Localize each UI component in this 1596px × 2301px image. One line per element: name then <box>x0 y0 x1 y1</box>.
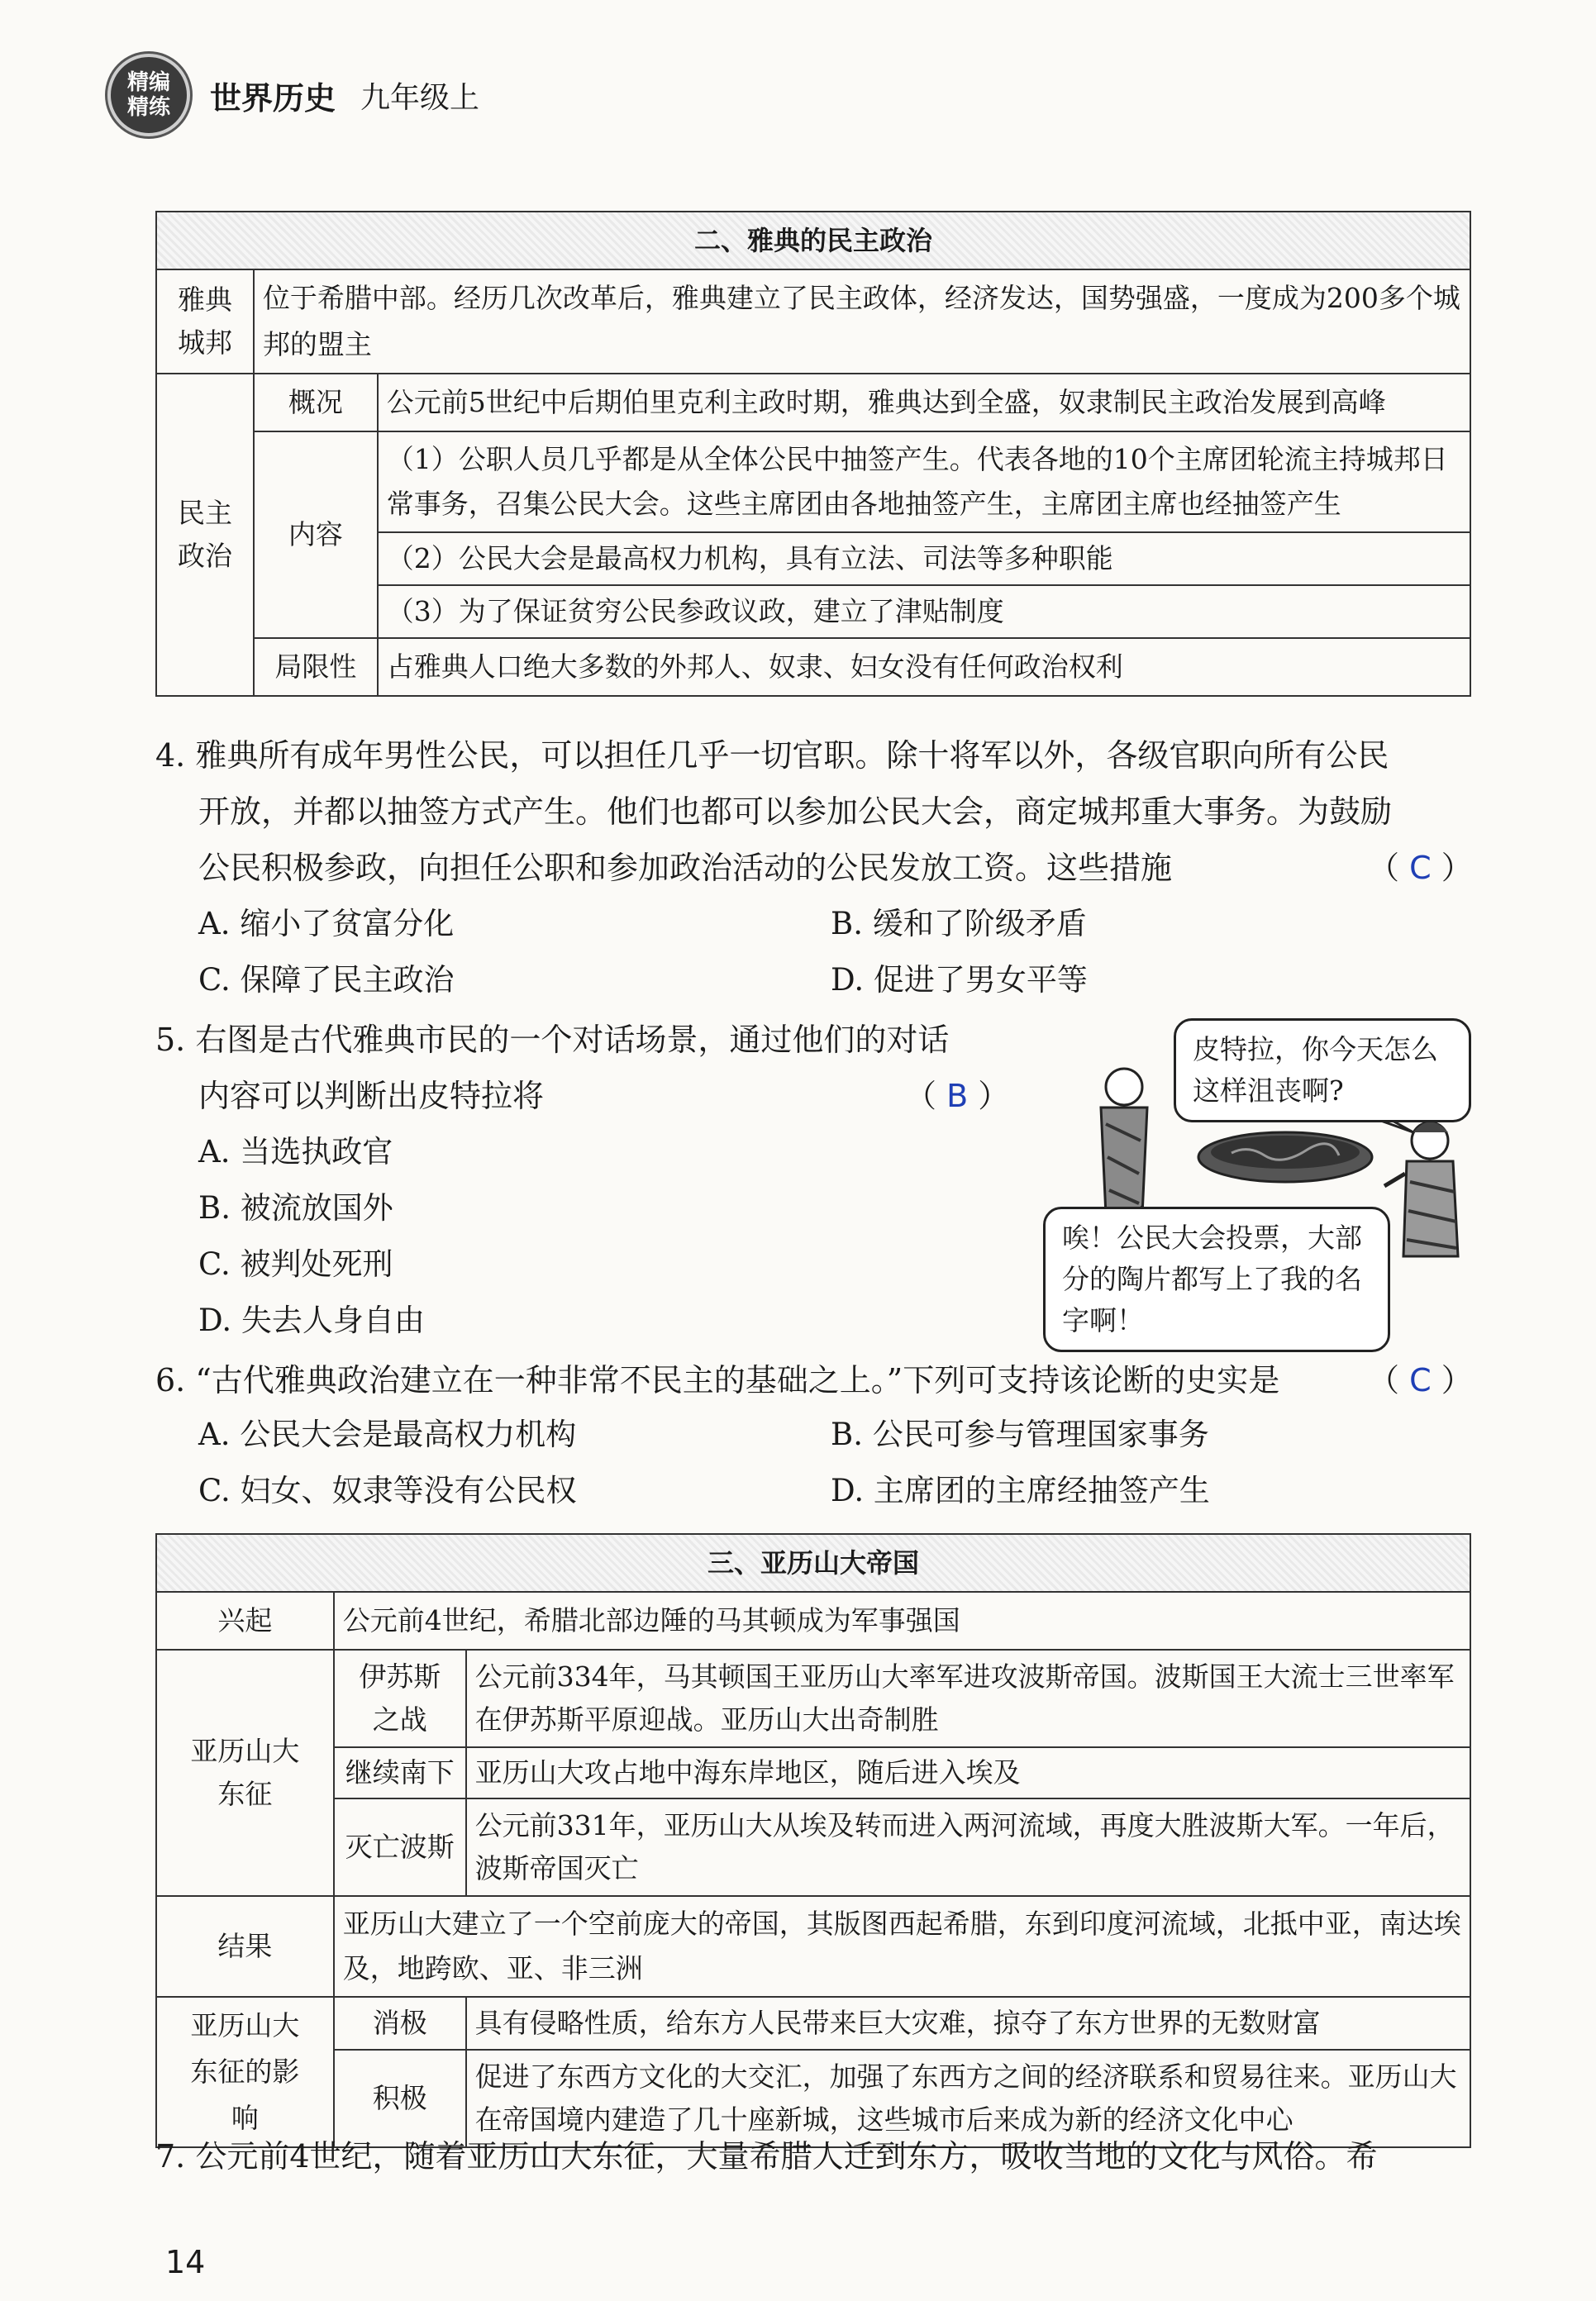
issus-text: 公元前334年，马其顿国王亚历山大率军进攻波斯帝国。波斯国王大流士三世率军在伊苏斯平原迎战。亚历山大出奇制胜 <box>466 1650 1470 1747</box>
page-header <box>107 50 479 141</box>
q5-option-a: A. 当选执政官 <box>198 1134 393 1170</box>
content-label: 内容 <box>254 431 378 638</box>
positive-label: 积极 <box>334 2050 466 2147</box>
city-text: 位于希腊中部。经历几次改革后，雅典建立了民主政体，经济发达，国势强盛，一度成为200多个城邦的盟主 <box>254 269 1470 374</box>
q6-option-b: B. 公民可参与管理国家事务 <box>831 1417 1209 1452</box>
limit-text: 占雅典人口绝大多数的外邦人、奴隶、妇女没有任何政治权利 <box>378 638 1470 696</box>
q4-line-1: 4. 雅典所有成年男性公民，可以担任几乎一切官职。除十将军以外，各级官职向所有公民 <box>155 737 1389 774</box>
table-caption: 三、亚历山大帝国 <box>156 1534 1470 1592</box>
q4-answer-bracket: （ C ） <box>1368 850 1473 886</box>
q6-answer: C <box>1409 1362 1432 1398</box>
q4-line-3: 公民积极参政，向担任公职和参加政治活动的公民发放工资。这些措施 <box>198 850 1173 886</box>
grade-label: 九年级上 <box>360 80 480 115</box>
south-text: 亚历山大攻占地中海东岸地区，随后进入埃及 <box>466 1747 1470 1798</box>
result-label: 结果 <box>156 1896 334 1997</box>
q6-option-c: C. 妇女、奴隶等没有公民权 <box>198 1473 577 1508</box>
pottery-dish-icon <box>1198 1132 1372 1182</box>
q5-option-b: B. 被流放国外 <box>198 1190 393 1226</box>
q6-option-a: A. 公民大会是最高权力机构 <box>198 1417 577 1452</box>
q4-option-c: C. 保障了民主政治 <box>198 962 455 998</box>
q4-option-b: B. 缓和了阶级矛盾 <box>831 906 1087 941</box>
overview-text: 公元前5世纪中后期伯里克利主政时期，雅典达到全盛，奴隶制民主政治发展到高峰 <box>378 374 1470 431</box>
content-item-3: （3）为了保证贫穷公民参政议政，建立了津贴制度 <box>378 585 1470 638</box>
negative-label: 消极 <box>334 1997 466 2050</box>
q6-option-d: D. 主席团的主席经抽签产生 <box>831 1473 1210 1508</box>
subject-title: 世界历史 <box>210 79 336 117</box>
overview-label: 概况 <box>254 374 378 431</box>
rise-text: 公元前4世纪，希腊北部边陲的马其顿成为军事强国 <box>334 1592 1470 1650</box>
alexander-empire-table <box>155 1533 1471 2148</box>
logo-line-2: 精练 <box>126 95 170 120</box>
q5-answer-bracket: （ B ） <box>905 1078 1010 1114</box>
q5-option-d: D. 失去人身自由 <box>198 1303 425 1338</box>
q5-answer: B <box>946 1078 969 1114</box>
result-text: 亚历山大建立了一个空前庞大的帝国，其版图西起希腊，东到印度河流域，北抵中亚，南达埃及，地跨欧、亚、非三洲 <box>334 1896 1470 1997</box>
q5-option-c: C. 被判处死刑 <box>198 1246 393 1282</box>
negative-text: 具有侵略性质，给东方人民带来巨大灾难，掠夺了东方世界的无数财富 <box>466 1997 1470 2050</box>
q5-line-1: 5. 右图是古代雅典市民的一个对话场景，通过他们的对话 <box>155 1022 950 1058</box>
persia-label: 灭亡波斯 <box>334 1798 466 1896</box>
city-label: 雅典城邦 <box>156 269 254 374</box>
east-campaign-label: 亚历山大东征 <box>156 1650 334 1896</box>
athens-democracy-table <box>155 211 1471 697</box>
q4-option-a: A. 缩小了贫富分化 <box>198 906 455 941</box>
q6-answer-bracket: （ C ） <box>1368 1362 1473 1398</box>
q6-line-1: 6. “古代雅典政治建立在一种非常不民主的基础之上。”下列可支持该论断的史实是 <box>155 1362 1280 1398</box>
politics-label: 民主政治 <box>156 374 254 696</box>
impact-label: 亚历山大东征的影响 <box>156 1997 334 2147</box>
q4-answer: C <box>1409 850 1432 886</box>
q7-line-1: 7. 公元前4世纪，随着亚历山大东征，大量希腊人迁到东方，吸收当地的文化与风俗。希 <box>155 2138 1378 2175</box>
persia-text: 公元前331年，亚历山大从埃及转而进入两河流域，再度大胜波斯大军。一年后，波斯帝国灭亡 <box>466 1798 1470 1896</box>
logo-line-1: 精编 <box>126 70 170 95</box>
speech-bubble-top: 皮特拉，你今天怎么这样沮丧啊? <box>1174 1018 1471 1122</box>
right-figure-icon <box>1384 1122 1458 1257</box>
south-label: 继续南下 <box>334 1747 466 1798</box>
series-logo <box>107 54 190 136</box>
limit-label: 局限性 <box>254 638 378 696</box>
issus-label: 伊苏斯之战 <box>334 1650 466 1747</box>
table-caption: 二、雅典的民主政治 <box>156 212 1470 269</box>
positive-text: 促进了东西方文化的大交汇，加强了东西方之间的经济联系和贸易往来。亚历山大在帝国境内建造了几十座新城，这些城市后来成为新的经济文化中心 <box>466 2050 1470 2147</box>
q5-line-2: 内容可以判断出皮特拉将 <box>198 1078 545 1114</box>
speech-bubble-bottom: 唉！公民大会投票，大部分的陶片都写上了我的名字啊！ <box>1043 1207 1390 1352</box>
content-item-2: （2）公民大会是最高权力机构，具有立法、司法等多种职能 <box>378 532 1470 585</box>
content-item-1: （1）公职人员几乎都是从全体公民中抽签产生。代表各地的10个主席团轮流主持城邦日常事务，召集公民大会。这些主席团由各地抽签产生，主席团主席也经抽签产生 <box>378 431 1470 532</box>
rise-label: 兴起 <box>156 1592 334 1650</box>
page-number: 14 <box>165 2244 206 2280</box>
q4-option-d: D. 促进了男女平等 <box>831 962 1088 998</box>
q4-line-2: 开放，并都以抽签方式产生。他们也都可以参加公民大会，商定城邦重大事务。为鼓励 <box>198 793 1393 830</box>
